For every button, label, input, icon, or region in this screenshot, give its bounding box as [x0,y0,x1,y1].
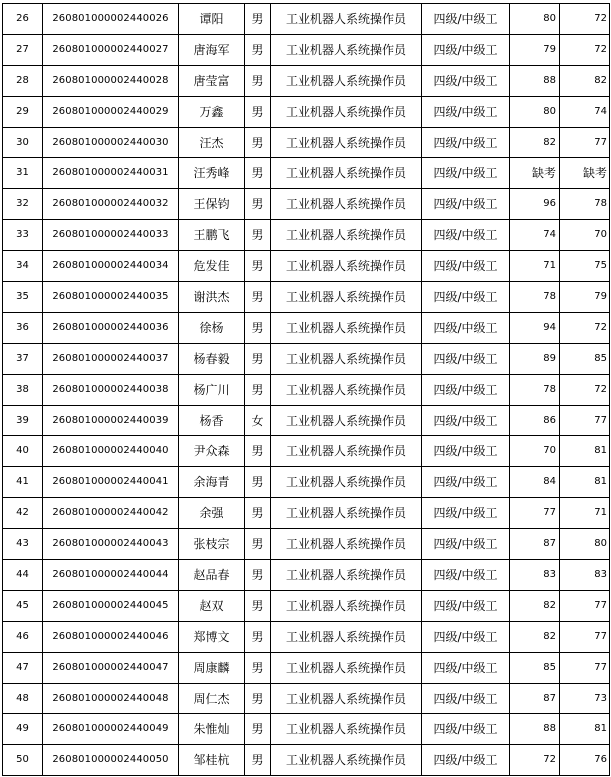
cell-gender: 男 [245,189,271,220]
cell-gender: 男 [245,343,271,374]
cell-no: 41 [3,467,43,498]
cell-name: 万鑫 [179,96,245,127]
cell-candidate-id: 260801000002440032 [43,189,179,220]
cell-theory-score: 72 [510,745,560,776]
cell-gender: 男 [245,467,271,498]
cell-name: 杨香 [179,405,245,436]
cell-candidate-id: 260801000002440029 [43,96,179,127]
cell-occupation: 工业机器人系统操作员 [271,220,422,251]
cell-gender: 男 [245,4,271,35]
table-row [3,282,610,313]
table-row [3,127,610,158]
cell-candidate-id: 260801000002440036 [43,312,179,343]
cell-theory-score: 74 [510,220,560,251]
cell-no: 36 [3,312,43,343]
cell-name: 杨广川 [179,374,245,405]
table-row [3,251,610,282]
cell-practical-score: 77 [560,405,610,436]
cell-occupation: 工业机器人系统操作员 [271,590,422,621]
cell-name: 王保钧 [179,189,245,220]
cell-no: 50 [3,745,43,776]
cell-occupation: 工业机器人系统操作员 [271,343,422,374]
cell-level: 四级/中级工 [422,714,510,745]
cell-gender: 男 [245,220,271,251]
cell-occupation: 工业机器人系统操作员 [271,282,422,313]
cell-level: 四级/中级工 [422,4,510,35]
table-row [3,590,610,621]
cell-practical-score: 81 [560,436,610,467]
cell-name: 危发佳 [179,251,245,282]
cell-candidate-id: 260801000002440027 [43,34,179,65]
table-row [3,467,610,498]
cell-practical-score: 72 [560,312,610,343]
cell-no: 40 [3,436,43,467]
cell-gender: 男 [245,745,271,776]
cell-occupation: 工业机器人系统操作员 [271,96,422,127]
table-row [3,714,610,745]
cell-practical-score: 82 [560,65,610,96]
cell-theory-score: 87 [510,529,560,560]
cell-theory-score: 94 [510,312,560,343]
cell-practical-score: 77 [560,127,610,158]
cell-no: 34 [3,251,43,282]
cell-name: 尹众森 [179,436,245,467]
cell-theory-score: 86 [510,405,560,436]
cell-practical-score: 79 [560,282,610,313]
table-row [3,436,610,467]
cell-theory-score: 87 [510,683,560,714]
cell-gender: 男 [245,374,271,405]
cell-candidate-id: 260801000002440046 [43,621,179,652]
table-row [3,745,610,776]
cell-occupation: 工业机器人系统操作员 [271,621,422,652]
cell-gender: 男 [245,65,271,96]
cell-theory-score: 80 [510,4,560,35]
cell-candidate-id: 260801000002440045 [43,590,179,621]
cell-theory-score: 88 [510,65,560,96]
cell-level: 四级/中级工 [422,529,510,560]
cell-candidate-id: 260801000002440028 [43,65,179,96]
cell-practical-score: 71 [560,498,610,529]
cell-no: 27 [3,34,43,65]
cell-theory-score: 88 [510,714,560,745]
cell-occupation: 工业机器人系统操作员 [271,652,422,683]
cell-no: 38 [3,374,43,405]
table-row [3,189,610,220]
cell-no: 44 [3,560,43,591]
cell-no: 43 [3,529,43,560]
table-row [3,374,610,405]
cell-name: 邹桂杭 [179,745,245,776]
cell-practical-score: 77 [560,590,610,621]
cell-level: 四级/中级工 [422,683,510,714]
cell-candidate-id: 260801000002440030 [43,127,179,158]
cell-occupation: 工业机器人系统操作员 [271,498,422,529]
cell-occupation: 工业机器人系统操作员 [271,65,422,96]
cell-level: 四级/中级工 [422,374,510,405]
cell-no: 37 [3,343,43,374]
table-row [3,312,610,343]
cell-theory-score: 71 [510,251,560,282]
cell-candidate-id: 260801000002440042 [43,498,179,529]
cell-level: 四级/中级工 [422,498,510,529]
cell-theory-score: 83 [510,560,560,591]
cell-occupation: 工业机器人系统操作员 [271,745,422,776]
cell-theory-score: 82 [510,127,560,158]
score-table [2,3,610,776]
cell-candidate-id: 260801000002440049 [43,714,179,745]
cell-practical-score: 85 [560,343,610,374]
cell-theory-score: 77 [510,498,560,529]
table-row [3,405,610,436]
cell-level: 四级/中级工 [422,34,510,65]
cell-occupation: 工业机器人系统操作员 [271,34,422,65]
cell-candidate-id: 260801000002440034 [43,251,179,282]
cell-no: 42 [3,498,43,529]
cell-occupation: 工业机器人系统操作员 [271,436,422,467]
cell-level: 四级/中级工 [422,343,510,374]
cell-candidate-id: 260801000002440039 [43,405,179,436]
cell-name: 汪杰 [179,127,245,158]
cell-theory-score: 85 [510,652,560,683]
cell-gender: 男 [245,652,271,683]
cell-practical-score: 77 [560,621,610,652]
cell-name: 谭阳 [179,4,245,35]
cell-no: 49 [3,714,43,745]
cell-candidate-id: 260801000002440031 [43,158,179,189]
cell-theory-score: 78 [510,374,560,405]
cell-theory-score: 84 [510,467,560,498]
cell-name: 王鹏飞 [179,220,245,251]
cell-practical-score: 83 [560,560,610,591]
cell-no: 33 [3,220,43,251]
cell-candidate-id: 260801000002440038 [43,374,179,405]
cell-practical-score: 70 [560,220,610,251]
cell-gender: 男 [245,251,271,282]
cell-no: 28 [3,65,43,96]
cell-level: 四级/中级工 [422,405,510,436]
cell-name: 余强 [179,498,245,529]
cell-theory-score: 82 [510,590,560,621]
cell-theory-score: 82 [510,621,560,652]
cell-level: 四级/中级工 [422,652,510,683]
cell-no: 48 [3,683,43,714]
cell-gender: 男 [245,127,271,158]
cell-theory-score: 78 [510,282,560,313]
cell-level: 四级/中级工 [422,127,510,158]
cell-name: 唐海军 [179,34,245,65]
cell-candidate-id: 260801000002440050 [43,745,179,776]
cell-no: 32 [3,189,43,220]
cell-name: 汪秀峰 [179,158,245,189]
cell-practical-score: 74 [560,96,610,127]
cell-gender: 男 [245,498,271,529]
cell-gender: 男 [245,34,271,65]
cell-gender: 男 [245,158,271,189]
cell-name: 唐莹富 [179,65,245,96]
cell-candidate-id: 260801000002440043 [43,529,179,560]
cell-name: 谢洪杰 [179,282,245,313]
cell-candidate-id: 260801000002440041 [43,467,179,498]
cell-no: 47 [3,652,43,683]
table-row [3,560,610,591]
cell-practical-score: 72 [560,34,610,65]
table-row [3,65,610,96]
cell-practical-score: 78 [560,189,610,220]
cell-theory-score: 80 [510,96,560,127]
cell-name: 赵双 [179,590,245,621]
cell-theory-score: 缺考 [510,158,560,189]
cell-no: 30 [3,127,43,158]
cell-level: 四级/中级工 [422,436,510,467]
cell-name: 杨春毅 [179,343,245,374]
cell-occupation: 工业机器人系统操作员 [271,714,422,745]
cell-name: 赵品春 [179,560,245,591]
cell-level: 四级/中级工 [422,621,510,652]
cell-practical-score: 76 [560,745,610,776]
table-row [3,683,610,714]
cell-occupation: 工业机器人系统操作员 [271,529,422,560]
table-row [3,343,610,374]
cell-practical-score: 80 [560,529,610,560]
cell-no: 46 [3,621,43,652]
cell-gender: 男 [245,621,271,652]
cell-level: 四级/中级工 [422,745,510,776]
cell-gender: 男 [245,714,271,745]
cell-practical-score: 81 [560,467,610,498]
table-row [3,34,610,65]
cell-name: 周康麟 [179,652,245,683]
cell-no: 29 [3,96,43,127]
cell-candidate-id: 260801000002440048 [43,683,179,714]
table-row [3,220,610,251]
cell-gender: 男 [245,560,271,591]
cell-no: 45 [3,590,43,621]
cell-occupation: 工业机器人系统操作员 [271,189,422,220]
cell-occupation: 工业机器人系统操作员 [271,158,422,189]
table-row [3,498,610,529]
cell-level: 四级/中级工 [422,312,510,343]
cell-occupation: 工业机器人系统操作员 [271,251,422,282]
table-row [3,529,610,560]
table-row [3,158,610,189]
cell-level: 四级/中级工 [422,282,510,313]
cell-candidate-id: 260801000002440037 [43,343,179,374]
cell-occupation: 工业机器人系统操作员 [271,312,422,343]
cell-practical-score: 75 [560,251,610,282]
cell-no: 26 [3,4,43,35]
cell-theory-score: 89 [510,343,560,374]
cell-level: 四级/中级工 [422,96,510,127]
cell-occupation: 工业机器人系统操作员 [271,4,422,35]
cell-gender: 男 [245,683,271,714]
cell-candidate-id: 260801000002440040 [43,436,179,467]
cell-name: 徐杨 [179,312,245,343]
cell-gender: 男 [245,96,271,127]
cell-candidate-id: 260801000002440026 [43,4,179,35]
cell-name: 张枝宗 [179,529,245,560]
cell-gender: 男 [245,529,271,560]
cell-level: 四级/中级工 [422,158,510,189]
cell-occupation: 工业机器人系统操作员 [271,683,422,714]
cell-candidate-id: 260801000002440035 [43,282,179,313]
cell-gender: 男 [245,312,271,343]
table-body [3,4,610,776]
cell-level: 四级/中级工 [422,189,510,220]
table-row [3,4,610,35]
cell-level: 四级/中级工 [422,560,510,591]
cell-theory-score: 79 [510,34,560,65]
cell-candidate-id: 260801000002440047 [43,652,179,683]
cell-practical-score: 缺考 [560,158,610,189]
cell-name: 周仁杰 [179,683,245,714]
cell-practical-score: 81 [560,714,610,745]
cell-level: 四级/中级工 [422,251,510,282]
cell-no: 31 [3,158,43,189]
cell-practical-score: 72 [560,374,610,405]
cell-no: 39 [3,405,43,436]
cell-practical-score: 77 [560,652,610,683]
cell-occupation: 工业机器人系统操作员 [271,374,422,405]
cell-no: 35 [3,282,43,313]
cell-practical-score: 72 [560,4,610,35]
cell-occupation: 工业机器人系统操作员 [271,560,422,591]
cell-gender: 男 [245,590,271,621]
cell-level: 四级/中级工 [422,65,510,96]
table-row [3,96,610,127]
cell-theory-score: 96 [510,189,560,220]
cell-gender: 男 [245,436,271,467]
table-row [3,621,610,652]
cell-level: 四级/中级工 [422,590,510,621]
cell-candidate-id: 260801000002440044 [43,560,179,591]
cell-candidate-id: 260801000002440033 [43,220,179,251]
cell-theory-score: 70 [510,436,560,467]
cell-gender: 男 [245,282,271,313]
cell-occupation: 工业机器人系统操作员 [271,127,422,158]
cell-occupation: 工业机器人系统操作员 [271,405,422,436]
cell-name: 朱惟灿 [179,714,245,745]
table-row [3,652,610,683]
cell-level: 四级/中级工 [422,220,510,251]
cell-name: 余海青 [179,467,245,498]
cell-gender: 女 [245,405,271,436]
cell-occupation: 工业机器人系统操作员 [271,467,422,498]
cell-level: 四级/中级工 [422,467,510,498]
cell-name: 郑博文 [179,621,245,652]
cell-practical-score: 73 [560,683,610,714]
